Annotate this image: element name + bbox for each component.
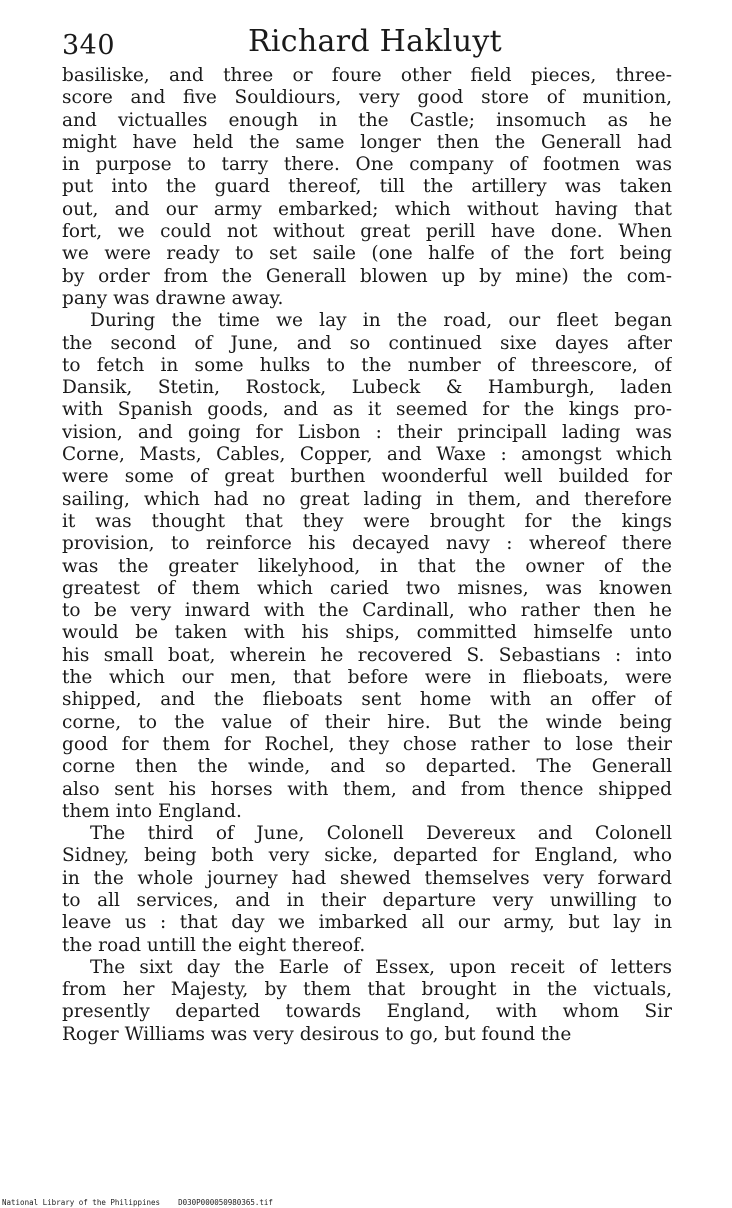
text-line: to fetch in some hulks to the number of threescore, of	[62, 354, 672, 376]
text-line: it was thought that they were brought for the kings	[62, 510, 672, 532]
text-line: vision, and going for Lisbon : their principall lading was	[62, 421, 672, 443]
text-line: presently departed towards England, with whom Sir	[62, 1001, 672, 1023]
body-text	[62, 65, 672, 1046]
text-line: was the greater likelyhood, in that the owner of the	[62, 555, 672, 577]
text-line: shipped, and the flieboats sent home with an offer of	[62, 689, 672, 711]
text-line: good for them for Rochel, they chose rather to lose their	[62, 733, 672, 755]
text-line: his small boat, wherein he recovered S. Sebastians : into	[62, 644, 672, 666]
paragraph	[62, 310, 672, 823]
text-line: During the time we lay in the road, our fleet began	[90, 310, 672, 332]
text-line: to be very inward with the Cardinall, who rather then he	[62, 600, 672, 622]
text-line: put into the guard thereof, till the artillery was taken	[62, 176, 672, 198]
scan-footer-label: National Library of the Philippines D030P000050980365.tif	[2, 1198, 273, 1207]
paragraph	[62, 65, 672, 310]
text-line: were some of great burthen woonderful well builded for	[62, 466, 672, 488]
text-line: sailing, which had no great lading in them, and therefore	[62, 488, 672, 510]
text-line: Dansik, Stetin, Rostock, Lubeck & Hamburgh, laden	[62, 377, 672, 399]
text-line: with Spanish goods, and as it seemed for the kings pro-	[62, 399, 672, 421]
text-line: in purpose to tarry there. One company of footmen was	[62, 154, 672, 176]
text-line: the road untill the eight thereof.	[62, 934, 366, 956]
text-line: the second of June, and so continued sixe dayes after	[62, 332, 672, 354]
paragraph	[62, 823, 672, 957]
text-line: also sent his horses with them, and from thence shipped	[62, 778, 672, 800]
text-line: would be taken with his ships, committed himselfe unto	[62, 622, 672, 644]
text-line: them into England.	[62, 800, 242, 822]
paragraph	[62, 957, 672, 1046]
text-line: Sidney, being both very sicke, departed for England, who	[62, 845, 672, 867]
text-line: The third of June, Colonell Devereux and Colonell	[90, 823, 672, 845]
text-line: from her Majesty, by them that brought in the victuals,	[62, 979, 672, 1001]
text-line: fort, we could not without great perill have done. When	[62, 221, 672, 243]
text-line: the which our men, that before were in flieboats, were	[62, 667, 672, 689]
text-line: score and five Souldiours, very good store of munition,	[62, 87, 672, 109]
page-number: 340	[62, 30, 116, 61]
text-line: we were ready to set saile (one halfe of the fort being	[62, 243, 672, 265]
text-line: provision, to reinforce his decayed navy : whereof there	[62, 533, 672, 555]
text-line: Roger Williams was very desirous to go, but found the	[62, 1023, 572, 1045]
text-line: basiliske, and three or foure other field pieces, three-	[62, 65, 672, 86]
text-line: greatest of them which caried two misnes, was knowen	[62, 577, 672, 599]
text-line: Corne, Masts, Cables, Copper, and Waxe : amongst which	[62, 444, 672, 466]
text-line: corne, to the value of their hire. But the winde being	[62, 711, 672, 733]
running-title: Richard Hakluyt	[248, 24, 502, 59]
text-line: corne then the winde, and so departed. The Generall	[62, 756, 672, 778]
text-line: leave us : that day we imbarked all our army, but lay in	[62, 912, 672, 934]
text-line: to all services, and in their departure very unwilling to	[62, 889, 672, 911]
text-line: by order from the Generall blowen up by mine) the com-	[62, 265, 672, 287]
text-line: in the whole journey had shewed themselves very forward	[62, 867, 672, 889]
text-line: and victualles enough in the Castle; insomuch as he	[62, 109, 672, 131]
text-line: The sixt day the Earle of Essex, upon receit of letters	[90, 956, 672, 978]
text-line: might have held the same longer then the Generall had	[62, 131, 672, 153]
page-header	[62, 24, 672, 68]
text-line: out, and our army embarked; which without having that	[62, 198, 672, 220]
text-line: pany was drawne away.	[62, 287, 284, 309]
